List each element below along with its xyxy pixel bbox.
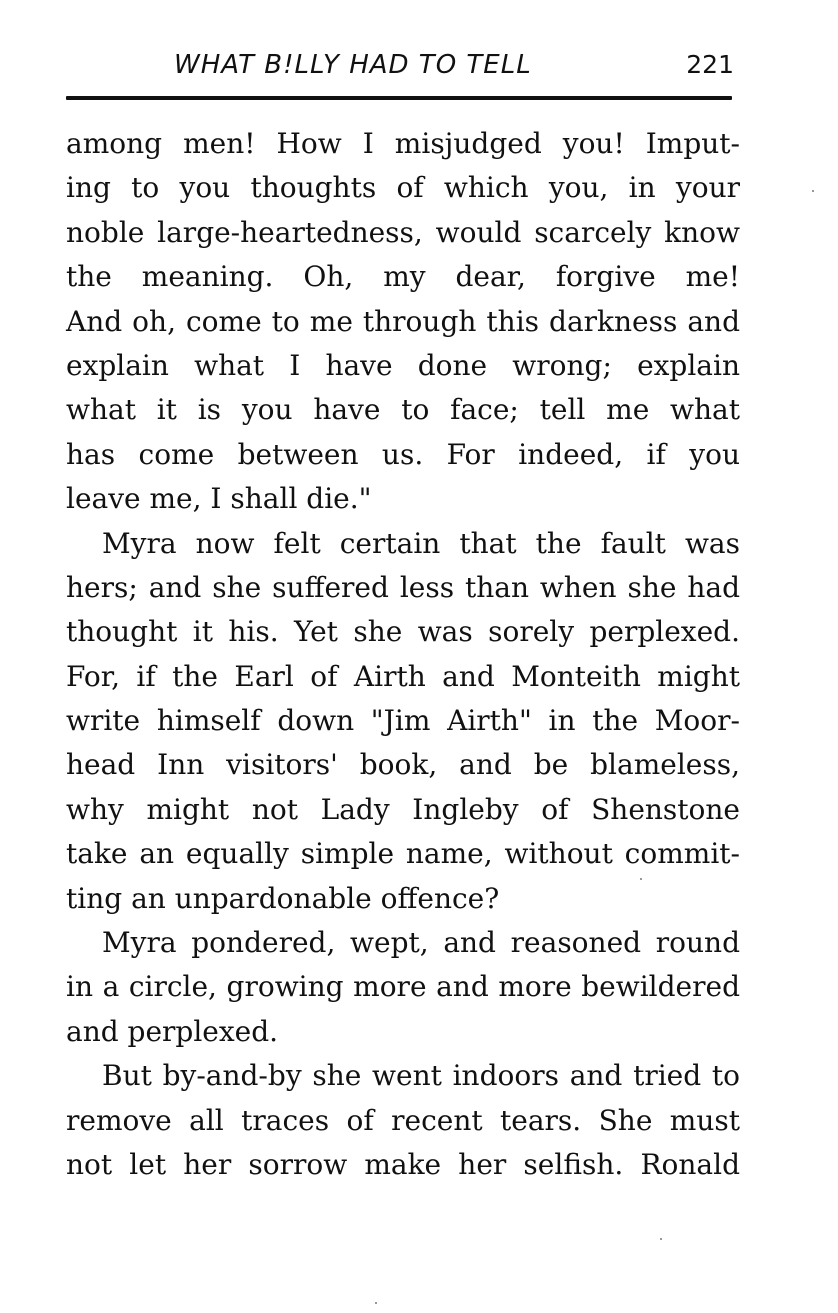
text-line: But by-and-by she went indoors and tried to	[102, 1059, 740, 1093]
text-line: in a circle, growing more and more bewildered	[66, 970, 740, 1004]
text-line: Myra now felt certain that the fault was	[102, 526, 740, 560]
text-line: noble large-heartedness, would scarcely know	[66, 215, 740, 249]
text-line: the meaning. Oh, my dear, forgive me!	[66, 260, 740, 294]
text-line: write himself down "Jim Airth" in the Moor-	[66, 704, 740, 738]
text-line: ting an unpardonable offence?	[66, 881, 500, 915]
body-text	[66, 122, 740, 1187]
text-line: what it is you have to face; tell me what	[66, 393, 740, 427]
scan-speck	[812, 190, 814, 192]
text-line: hers; and she suffered less than when she had	[66, 570, 740, 604]
text-line: take an equally simple name, without commit-	[66, 837, 740, 871]
text-line: among men! How I misjudged you! Imput-	[66, 127, 740, 160]
text-line: For, if the Earl of Airth and Monteith might	[66, 659, 740, 693]
text-line: has come between us. For indeed, if you	[66, 437, 740, 471]
text-line: ing to you thoughts of which you, in your	[66, 171, 740, 205]
page-number: 221	[686, 50, 734, 79]
scan-speck	[660, 1238, 662, 1240]
text-line: head Inn visitors' book, and be blameless,	[66, 748, 740, 782]
text-line: remove all traces of recent tears. She must	[66, 1103, 740, 1137]
scan-speck	[640, 878, 642, 880]
text-line: and perplexed.	[66, 1014, 279, 1048]
text-line: explain what I have done wrong; explain	[66, 348, 740, 382]
scan-speck	[375, 1302, 377, 1304]
text-line: Myra pondered, wept, and reasoned round	[102, 926, 740, 960]
book-page	[66, 44, 742, 1181]
text-line: And oh, come to me through this darkness and	[66, 304, 740, 338]
text-line: leave me, I shall die."	[66, 482, 372, 516]
text-line: why might not Lady Ingleby of Shenstone	[66, 792, 740, 826]
running-header	[66, 44, 742, 90]
text-line: thought it his. Yet she was sorely perplexed.	[66, 615, 740, 649]
text-line: not let her sorrow make her selfish. Ronald	[66, 1147, 740, 1181]
header-rule	[66, 96, 732, 100]
running-title: WHAT B!LLY HAD TO TELL	[174, 50, 532, 80]
